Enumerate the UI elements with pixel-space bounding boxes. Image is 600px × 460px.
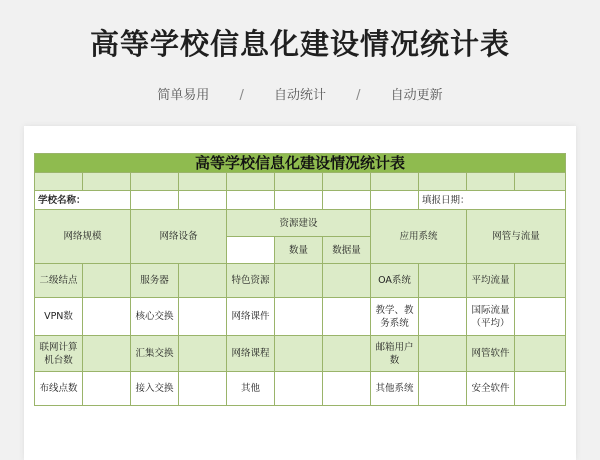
table-row — [35, 210, 566, 237]
table-cell[interactable] — [275, 173, 323, 191]
header-application-system: 应用系统 — [371, 210, 467, 264]
table-cell[interactable] — [323, 191, 371, 210]
header-network-mgmt-traffic: 网管与流量 — [467, 210, 566, 264]
table-cell[interactable] — [83, 372, 131, 406]
school-name-label: 学校名称： — [35, 191, 131, 210]
table-cell[interactable] — [179, 264, 227, 298]
table-cell[interactable] — [131, 173, 179, 191]
table-row — [35, 336, 566, 372]
row-label-equipment: 接入交换 — [131, 372, 179, 406]
row-label-resource: 网络课程 — [227, 336, 275, 372]
table-cell[interactable] — [227, 237, 275, 264]
header-network-equipment: 网络设备 — [131, 210, 227, 264]
table-cell[interactable] — [83, 336, 131, 372]
table-cell[interactable] — [275, 264, 323, 298]
header-data-volume: 数据量 — [323, 237, 371, 264]
row-label-mgmt: 网管软件 — [467, 336, 515, 372]
row-label-resource: 特色资源 — [227, 264, 275, 298]
row-label-scale: 二级结点 — [35, 264, 83, 298]
tag-easy-to-use: 简单易用 — [157, 88, 210, 103]
table-cell[interactable] — [83, 173, 131, 191]
row-label-resource: 其他 — [227, 372, 275, 406]
tag-separator: / — [239, 88, 244, 103]
tag-auto-statistics: 自动统计 — [273, 88, 326, 103]
row-label-equipment: 核心交换 — [131, 298, 179, 336]
table-cell[interactable] — [179, 173, 227, 191]
table-row — [35, 298, 566, 336]
row-label-mgmt: 安全软件 — [467, 372, 515, 406]
table-cell[interactable] — [179, 336, 227, 372]
table-cell[interactable] — [131, 191, 179, 210]
row-label-equipment: 服务器 — [131, 264, 179, 298]
table-cell[interactable] — [323, 173, 371, 191]
table-title: 高等学校信息化建设情况统计表 — [35, 154, 566, 173]
table-cell[interactable] — [515, 372, 566, 406]
table-row — [35, 372, 566, 406]
row-label-app: OA系统 — [371, 264, 419, 298]
row-label-mgmt: 国际流量（平均） — [467, 298, 515, 336]
row-label-scale: VPN数 — [35, 298, 83, 336]
row-label-scale: 联网计算机台数 — [35, 336, 83, 372]
table-cell[interactable] — [515, 336, 566, 372]
row-label-equipment: 汇集交换 — [131, 336, 179, 372]
fill-date-label: 填报日期： — [419, 191, 566, 210]
table-cell[interactable] — [323, 336, 371, 372]
table-cell[interactable] — [371, 191, 419, 210]
row-label-app: 教学、教务系统 — [371, 298, 419, 336]
row-label-mgmt: 平均流量 — [467, 264, 515, 298]
tag-auto-update: 自动更新 — [390, 88, 443, 103]
header-resource-construction: 资源建设 — [227, 210, 371, 237]
table-cell[interactable] — [275, 336, 323, 372]
table-cell[interactable] — [419, 372, 467, 406]
table-cell[interactable] — [515, 264, 566, 298]
table-cell[interactable] — [323, 298, 371, 336]
table-cell[interactable] — [467, 173, 515, 191]
tag-separator: / — [356, 88, 361, 103]
table-cell[interactable] — [419, 298, 467, 336]
feature-tags — [0, 84, 600, 103]
row-label-scale: 布线点数 — [35, 372, 83, 406]
table-cell[interactable] — [419, 173, 467, 191]
table-cell[interactable] — [275, 298, 323, 336]
statistics-table — [34, 153, 566, 406]
row-label-resource: 网络课件 — [227, 298, 275, 336]
spreadsheet-preview-card — [24, 126, 576, 460]
table-row — [35, 264, 566, 298]
table-cell[interactable] — [419, 336, 467, 372]
header-quantity: 数量 — [275, 237, 323, 264]
table-cell[interactable] — [515, 298, 566, 336]
table-cell[interactable] — [275, 191, 323, 210]
table-row — [35, 191, 566, 210]
table-cell[interactable] — [371, 173, 419, 191]
table-cell[interactable] — [227, 191, 275, 210]
row-label-app: 邮箱用户数 — [371, 336, 419, 372]
table-cell[interactable] — [35, 173, 83, 191]
row-label-app: 其他系统 — [371, 372, 419, 406]
table-cell[interactable] — [515, 173, 566, 191]
table-cell[interactable] — [179, 298, 227, 336]
header-network-scale: 网络规模 — [35, 210, 131, 264]
page-title: 高等学校信息化建设情况统计表 — [89, 27, 510, 61]
table-cell[interactable] — [323, 372, 371, 406]
table-cell[interactable] — [179, 372, 227, 406]
table-cell[interactable] — [419, 264, 467, 298]
table-cell[interactable] — [227, 173, 275, 191]
table-cell[interactable] — [83, 264, 131, 298]
table-cell[interactable] — [83, 298, 131, 336]
table-cell[interactable] — [179, 191, 227, 210]
table-cell[interactable] — [275, 372, 323, 406]
table-cell[interactable] — [323, 264, 371, 298]
table-row — [35, 173, 566, 191]
